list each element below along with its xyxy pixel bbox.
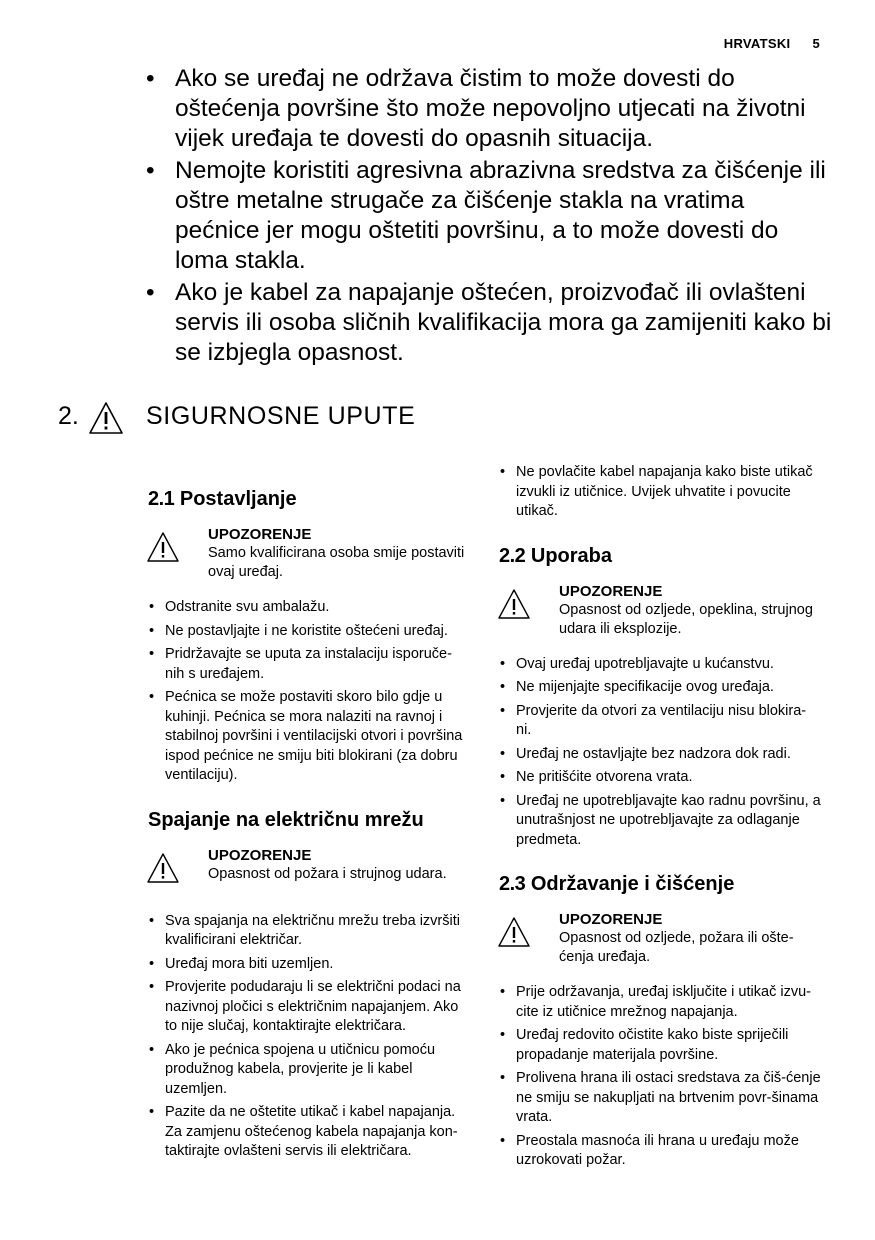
subsection-heading-2-3: 2.3 Održavanje i čišćenje [499,873,735,895]
warning-title: UPOZORENJE [559,911,663,928]
list-item: • Uređaj ne ostavljajte bez nadzora dok radi. [500,745,791,762]
list-item: • Odstranite svu ambalažu. [149,599,330,615]
list-item: • Nemojte koristiti agresivna abrazivna sredstva za čišćenje ili oštre metalne strugače za čišćenje stakla na vratima pećnice jer mogu oštetiti površinu, a to može dovesti do loma stakla. [146,157,826,274]
section-number: 2. [58,402,79,430]
warning-box [499,582,821,639]
list-item: • Preostala masnoća ili hrana u uređaju može uzrokovati požar. [500,1132,799,1168]
list-item: • Ne pritišćite otvorena vrata. [500,769,693,785]
list-item: • Provjerite da otvori za ventilaciju nisu blokira-ni. [500,702,807,738]
warning-text: Samo kvalificirana osoba smije postaviti ovaj uređaj. [208,545,465,580]
list-item: • Uređaj redovito očistite kako biste spriječili propadanje materijala površine. [500,1027,789,1063]
list-item: • Prije održavanja, uređaj isključite i utikač izvu-cite iz utičnice mrežnog napajanja. [500,984,811,1020]
list-item: • Pazite da ne oštetite utikač i kabel napajanja. Za zamjenu oštećenog kabela napajanja kon-taktirajte ovlašteni servis ili električara. [149,1104,458,1159]
subsection-heading-2-1: 2.1 Postavljanje [148,488,297,510]
list-item: • Ovaj uređaj upotrebljavajte u kućanstvu. [500,655,774,672]
list-item: • Ako je kabel za napajanje oštećen, proizvođač ili ovlašteni servis ili osoba sličnih kvalifikacija mora ga zamijeniti kako bi se izbjegla opasnost. [146,279,832,366]
warning-text: Opasnost od ozljede, požara ili ošte-ćenja uređaja. [559,930,794,965]
subsection-heading-2-2: 2.2 Uporaba [499,544,612,567]
warning-title: UPOZORENJE [208,526,312,543]
right-column [499,463,821,1175]
warning-text: Opasnost od požara i strujnog udara. [208,865,447,882]
warning-title: UPOZORENJE [208,846,312,864]
warning-triangle-icon [497,588,531,625]
page-number: 5 [812,36,820,51]
list-item: • Ne povlačite kabel napajanja kako biste utikač izvukli iz utičnice. Uvijek uhvatite i povucite utikač. [500,464,813,519]
warning-triangle-icon [146,531,180,568]
warning-box [499,910,821,967]
warning-title: UPOZORENJE [559,582,663,600]
bullet-list [499,655,821,851]
list-item: • Pridržavajte se uputa za instalaciju isporuče-nih s uređajem. [149,646,452,682]
list-item: • Provjerite podudaraju li se električni podaci na nazivnoj pločici s električnim napajanjem. Ako to nije slučaj, kontaktirajte električara. [149,979,461,1034]
list-item: • Pećnica se može postaviti skoro bilo gdje u kuhinji. Pećnica se mora nalaziti na ravnoj i stabilnoj površini i ventilacijski otvori i površina ispod pećnice ne smiju biti blokirani (za dobru ventilaciju). [149,689,463,783]
intro-bullet-list [142,64,832,370]
list-item: • Uređaj mora biti uzemljen. [149,955,334,972]
warning-text: Opasnost od ozljede, opeklina, strujnog udara ili eksplozije. [559,601,813,637]
list-item: • Ne mijenjajte specifikacije ovog uređaja. [500,679,774,695]
warning-triangle-icon [88,400,124,441]
list-item: • Uređaj ne upotrebljavajte kao radnu površinu, a unutrašnjost ne upotrebljavajte za odlaganje predmeta. [500,792,821,848]
section-heading: SIGURNOSNE UPUTE [146,402,416,430]
bullet-list [499,983,821,1171]
bullet-list [499,463,821,522]
list-item: • Ne postavljajte i ne koristite oštećeni uređaj. [149,622,448,639]
bullet-list [148,598,470,786]
warning-triangle-icon [146,852,180,889]
list-item: • Prolivena hrana ili ostaci sredstava za čiš-ćenje ne smiju se nakupljati na brtvenim povr-šinama vrata. [500,1070,821,1125]
warning-box [148,525,470,582]
section-title [58,400,658,440]
bullet-list [148,912,470,1162]
left-column [148,487,470,1166]
list-item: • Ako se uređaj ne održava čistim to može dovesti do oštećenja površine što može nepovoljno utjecati na životni vijek uređaja te dovesti do opasnih situacija. [146,65,806,152]
list-item: • Sva spajanja na električnu mrežu treba izvršiti kvalificirani električar. [149,912,460,948]
warning-triangle-icon [497,916,531,953]
language-label: HRVATSKI [723,36,791,51]
subsection-heading-electrical: Spajanje na električnu mrežu [148,808,424,831]
warning-box [148,846,470,896]
list-item: • Ako je pećnica spojena u utičnicu pomoću produžnog kabela, provjerite je li kabel uzemljen. [149,1041,436,1097]
page-header [600,36,820,51]
